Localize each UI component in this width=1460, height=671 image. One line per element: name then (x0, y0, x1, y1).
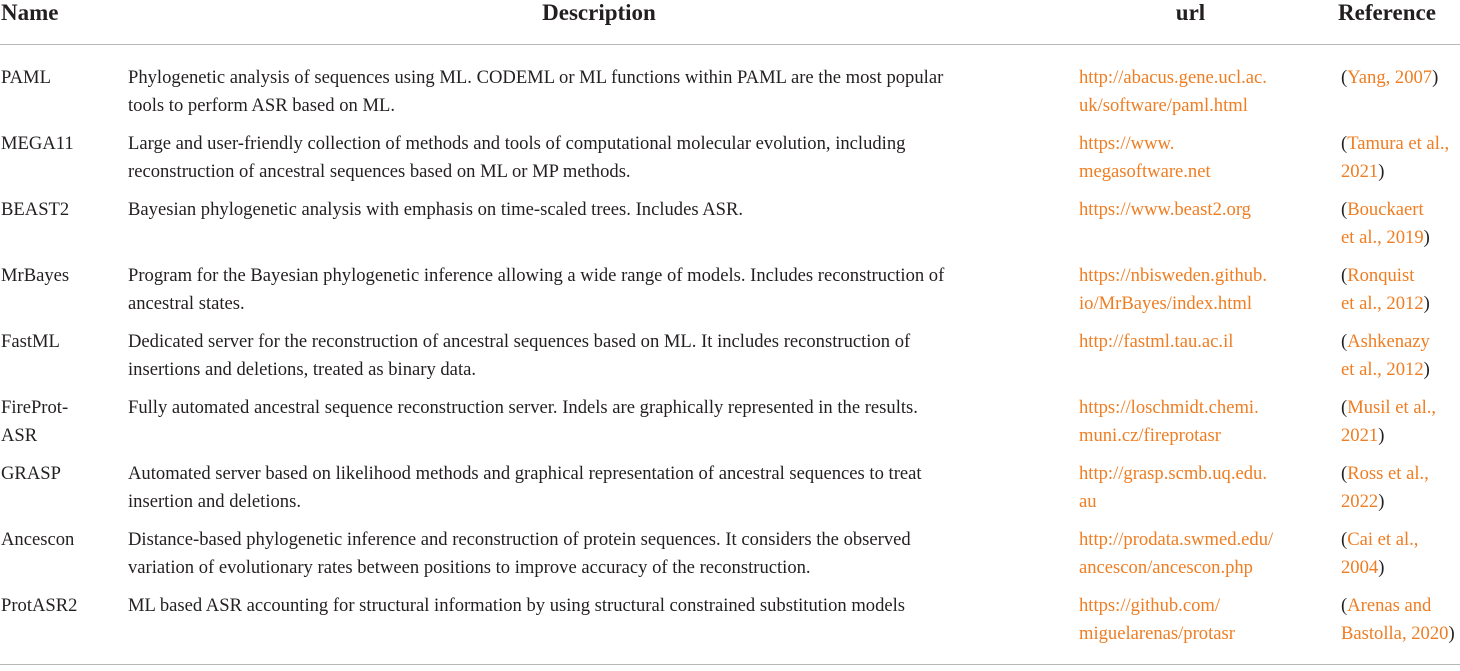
url-line: megasoftware.net (1079, 161, 1211, 182)
url-line: https://www.beast2.org (1079, 199, 1251, 220)
table-bottom-rule (0, 664, 1460, 665)
cell-reference: (Ashkenazy et al., 2012) (1341, 331, 1430, 380)
description-line: Automated server based on likelihood methods and graphical representation of ancestral sequences to treat (128, 463, 922, 484)
cell-description (101, 394, 1077, 460)
url-line: http://fastml.tau.ac.il (1079, 331, 1234, 352)
cell-name (0, 130, 101, 196)
cell-description (101, 526, 1077, 592)
reference-link[interactable] (1341, 463, 1429, 512)
software-name-line: FireProt- (1, 397, 69, 418)
software-url-link[interactable] (1079, 133, 1211, 182)
description-line: Distance-based phylogenetic inference and reconstruction of protein sequences. It considers the observed (128, 529, 911, 550)
table-header-row (0, 0, 1460, 45)
url-line: https://nbisweden.github. (1079, 265, 1267, 286)
description-line: reconstruction of ancestral sequences based on ML or MP methods. (128, 161, 631, 182)
url-line: io/MrBayes/index.html (1079, 293, 1253, 314)
cell-description (101, 460, 1077, 526)
description-line: insertion and deletions. (128, 491, 301, 512)
cell-description (101, 262, 1077, 328)
url-line: https://loschmidt.chemi. (1079, 397, 1259, 418)
cell-description (101, 130, 1077, 196)
reference-link[interactable] (1341, 397, 1436, 446)
software-url-link[interactable] (1079, 397, 1259, 446)
table-body (0, 45, 1460, 653)
description-line: variation of evolutionary rates between positions to improve accuracy of the reconstruction. (128, 557, 811, 578)
reference-link[interactable] (1341, 331, 1430, 380)
url-line: https://github.com/ (1079, 595, 1221, 616)
cell-name (0, 526, 101, 592)
cell-description (101, 45, 1077, 131)
software-url-link[interactable] (1079, 463, 1267, 512)
description-line: ML based ASR accounting for structural information by using structural constrained substitution models (128, 595, 906, 616)
reference-line: Ross et al., (1347, 463, 1429, 484)
software-name-line: ASR (1, 425, 38, 446)
software-name: MrBayes (1, 265, 70, 286)
reference-line: et al., 2012 (1341, 293, 1424, 314)
cell-reference: (Cai et al., 2004) (1341, 529, 1419, 578)
table-row (0, 328, 1460, 394)
reference-line: 2021 (1341, 161, 1379, 182)
cell-name (0, 592, 101, 652)
url-line: muni.cz/fireprotasr (1079, 425, 1221, 446)
cell-name (0, 196, 101, 262)
url-line: https://www. (1079, 133, 1175, 154)
table-row (0, 45, 1460, 131)
cell-url (1077, 592, 1324, 652)
software-url-link[interactable] (1079, 199, 1251, 220)
cell-reference: (Musil et al., 2021) (1341, 397, 1437, 446)
description-line: Bayesian phylogenetic analysis with emphasis on time-scaled trees. Includes ASR. (128, 199, 744, 220)
url-line: http://abacus.gene.ucl.ac. (1079, 67, 1267, 88)
cell-reference: (Ross et al., 2022) (1341, 463, 1429, 512)
cell-reference: (Bouckaert et al., 2019) (1341, 199, 1430, 248)
url-line: au (1079, 491, 1097, 512)
table-row (0, 592, 1460, 652)
description-line: Phylogenetic analysis of sequences using ML. CODEML or ML functions within PAML are the most popular (128, 67, 944, 88)
cell-url (1077, 196, 1324, 262)
cell-url (1077, 526, 1324, 592)
cell-url (1077, 130, 1324, 196)
reference-link[interactable] (1341, 133, 1449, 182)
software-url-link[interactable] (1079, 265, 1267, 314)
reference-line: et al., 2019 (1341, 227, 1424, 248)
table-row (0, 526, 1460, 592)
cell-url (1077, 460, 1324, 526)
reference-line: Bastolla, 2020 (1341, 623, 1449, 644)
cell-reference: (Yang, 2007) (1341, 67, 1439, 88)
description-line: tools to perform ASR based on ML. (128, 95, 396, 116)
software-url-link[interactable] (1079, 595, 1235, 644)
reference-link[interactable] (1341, 595, 1448, 644)
cell-url (1077, 45, 1324, 131)
cell-name (0, 394, 101, 460)
url-line: http://prodata.swmed.edu/ (1079, 529, 1274, 550)
table-row (0, 262, 1460, 328)
cell-reference: (Tamura et al., 2021) (1341, 133, 1450, 182)
url-line: uk/software/paml.html (1079, 95, 1248, 116)
table-row (0, 460, 1460, 526)
description-line: Fully automated ancestral sequence reconstruction server. Indels are graphically represented in the results. (128, 397, 918, 418)
software-name: FastML (1, 331, 60, 352)
reference-line: 2022 (1341, 491, 1379, 512)
cell-description (101, 592, 1077, 652)
reference-line: Bouckaert (1347, 199, 1424, 220)
software-name: GRASP (1, 463, 61, 484)
reference-line: Tamura et al., (1347, 133, 1450, 154)
cell-name (0, 262, 101, 328)
url-line: ancescon/ancescon.php (1079, 557, 1253, 578)
software-url-link[interactable] (1079, 529, 1273, 578)
reference-line: 2021 (1341, 425, 1379, 446)
reference-line: Ronquist (1347, 265, 1415, 286)
cell-url (1077, 262, 1324, 328)
cell-url (1077, 394, 1324, 460)
reference-link[interactable] (1341, 265, 1424, 314)
description-line: Program for the Bayesian phylogenetic inference allowing a wide range of models. Includes reconstruction of (128, 265, 945, 286)
reference-line: Yang, 2007 (1347, 67, 1433, 88)
software-name: ProtASR2 (1, 595, 78, 616)
description-line: insertions and deletions, treated as binary data. (128, 359, 477, 380)
cell-name (0, 328, 101, 394)
cell-description (101, 328, 1077, 394)
reference-link[interactable] (1347, 67, 1432, 88)
reference-line: et al., 2012 (1341, 359, 1424, 380)
table-row (0, 196, 1460, 262)
table-row (0, 130, 1460, 196)
column-header-name: Name (0, 0, 101, 45)
url-line: http://grasp.scmb.uq.edu. (1079, 463, 1267, 484)
description-line: Large and user-friendly collection of methods and tools of computational molecular evolution, including (128, 133, 906, 154)
software-name: BEAST2 (1, 199, 70, 220)
software-url-link[interactable] (1079, 331, 1233, 352)
cell-name (0, 45, 101, 131)
software-name: Ancescon (1, 529, 75, 550)
reference-line: 2004 (1341, 557, 1379, 578)
url-line: miguelarenas/protasr (1079, 623, 1235, 644)
reference-line: Ashkenazy (1347, 331, 1430, 352)
reference-link[interactable] (1341, 199, 1424, 248)
software-url-link[interactable] (1079, 67, 1267, 116)
cell-url (1077, 328, 1324, 394)
reference-line: Arenas and (1347, 595, 1432, 616)
cell-reference: (Ronquist et al., 2012) (1341, 265, 1430, 314)
cell-reference: (Arenas and Bastolla, 2020) (1341, 595, 1455, 644)
table-row (0, 394, 1460, 460)
software-name: PAML (1, 67, 51, 88)
column-header-reference: Reference (1324, 0, 1460, 45)
software-name: MEGA11 (1, 133, 74, 154)
reference-line: Musil et al., (1347, 397, 1437, 418)
description-line: Dedicated server for the reconstruction of ancestral sequences based on ML. It includes reconstruction of (128, 331, 911, 352)
column-header-url: url (1077, 0, 1324, 45)
cell-name (0, 460, 101, 526)
description-line: ancestral states. (128, 293, 245, 314)
reference-line: Cai et al., (1347, 529, 1419, 550)
cell-description (101, 196, 1077, 262)
column-header-description: Description (101, 0, 1077, 45)
